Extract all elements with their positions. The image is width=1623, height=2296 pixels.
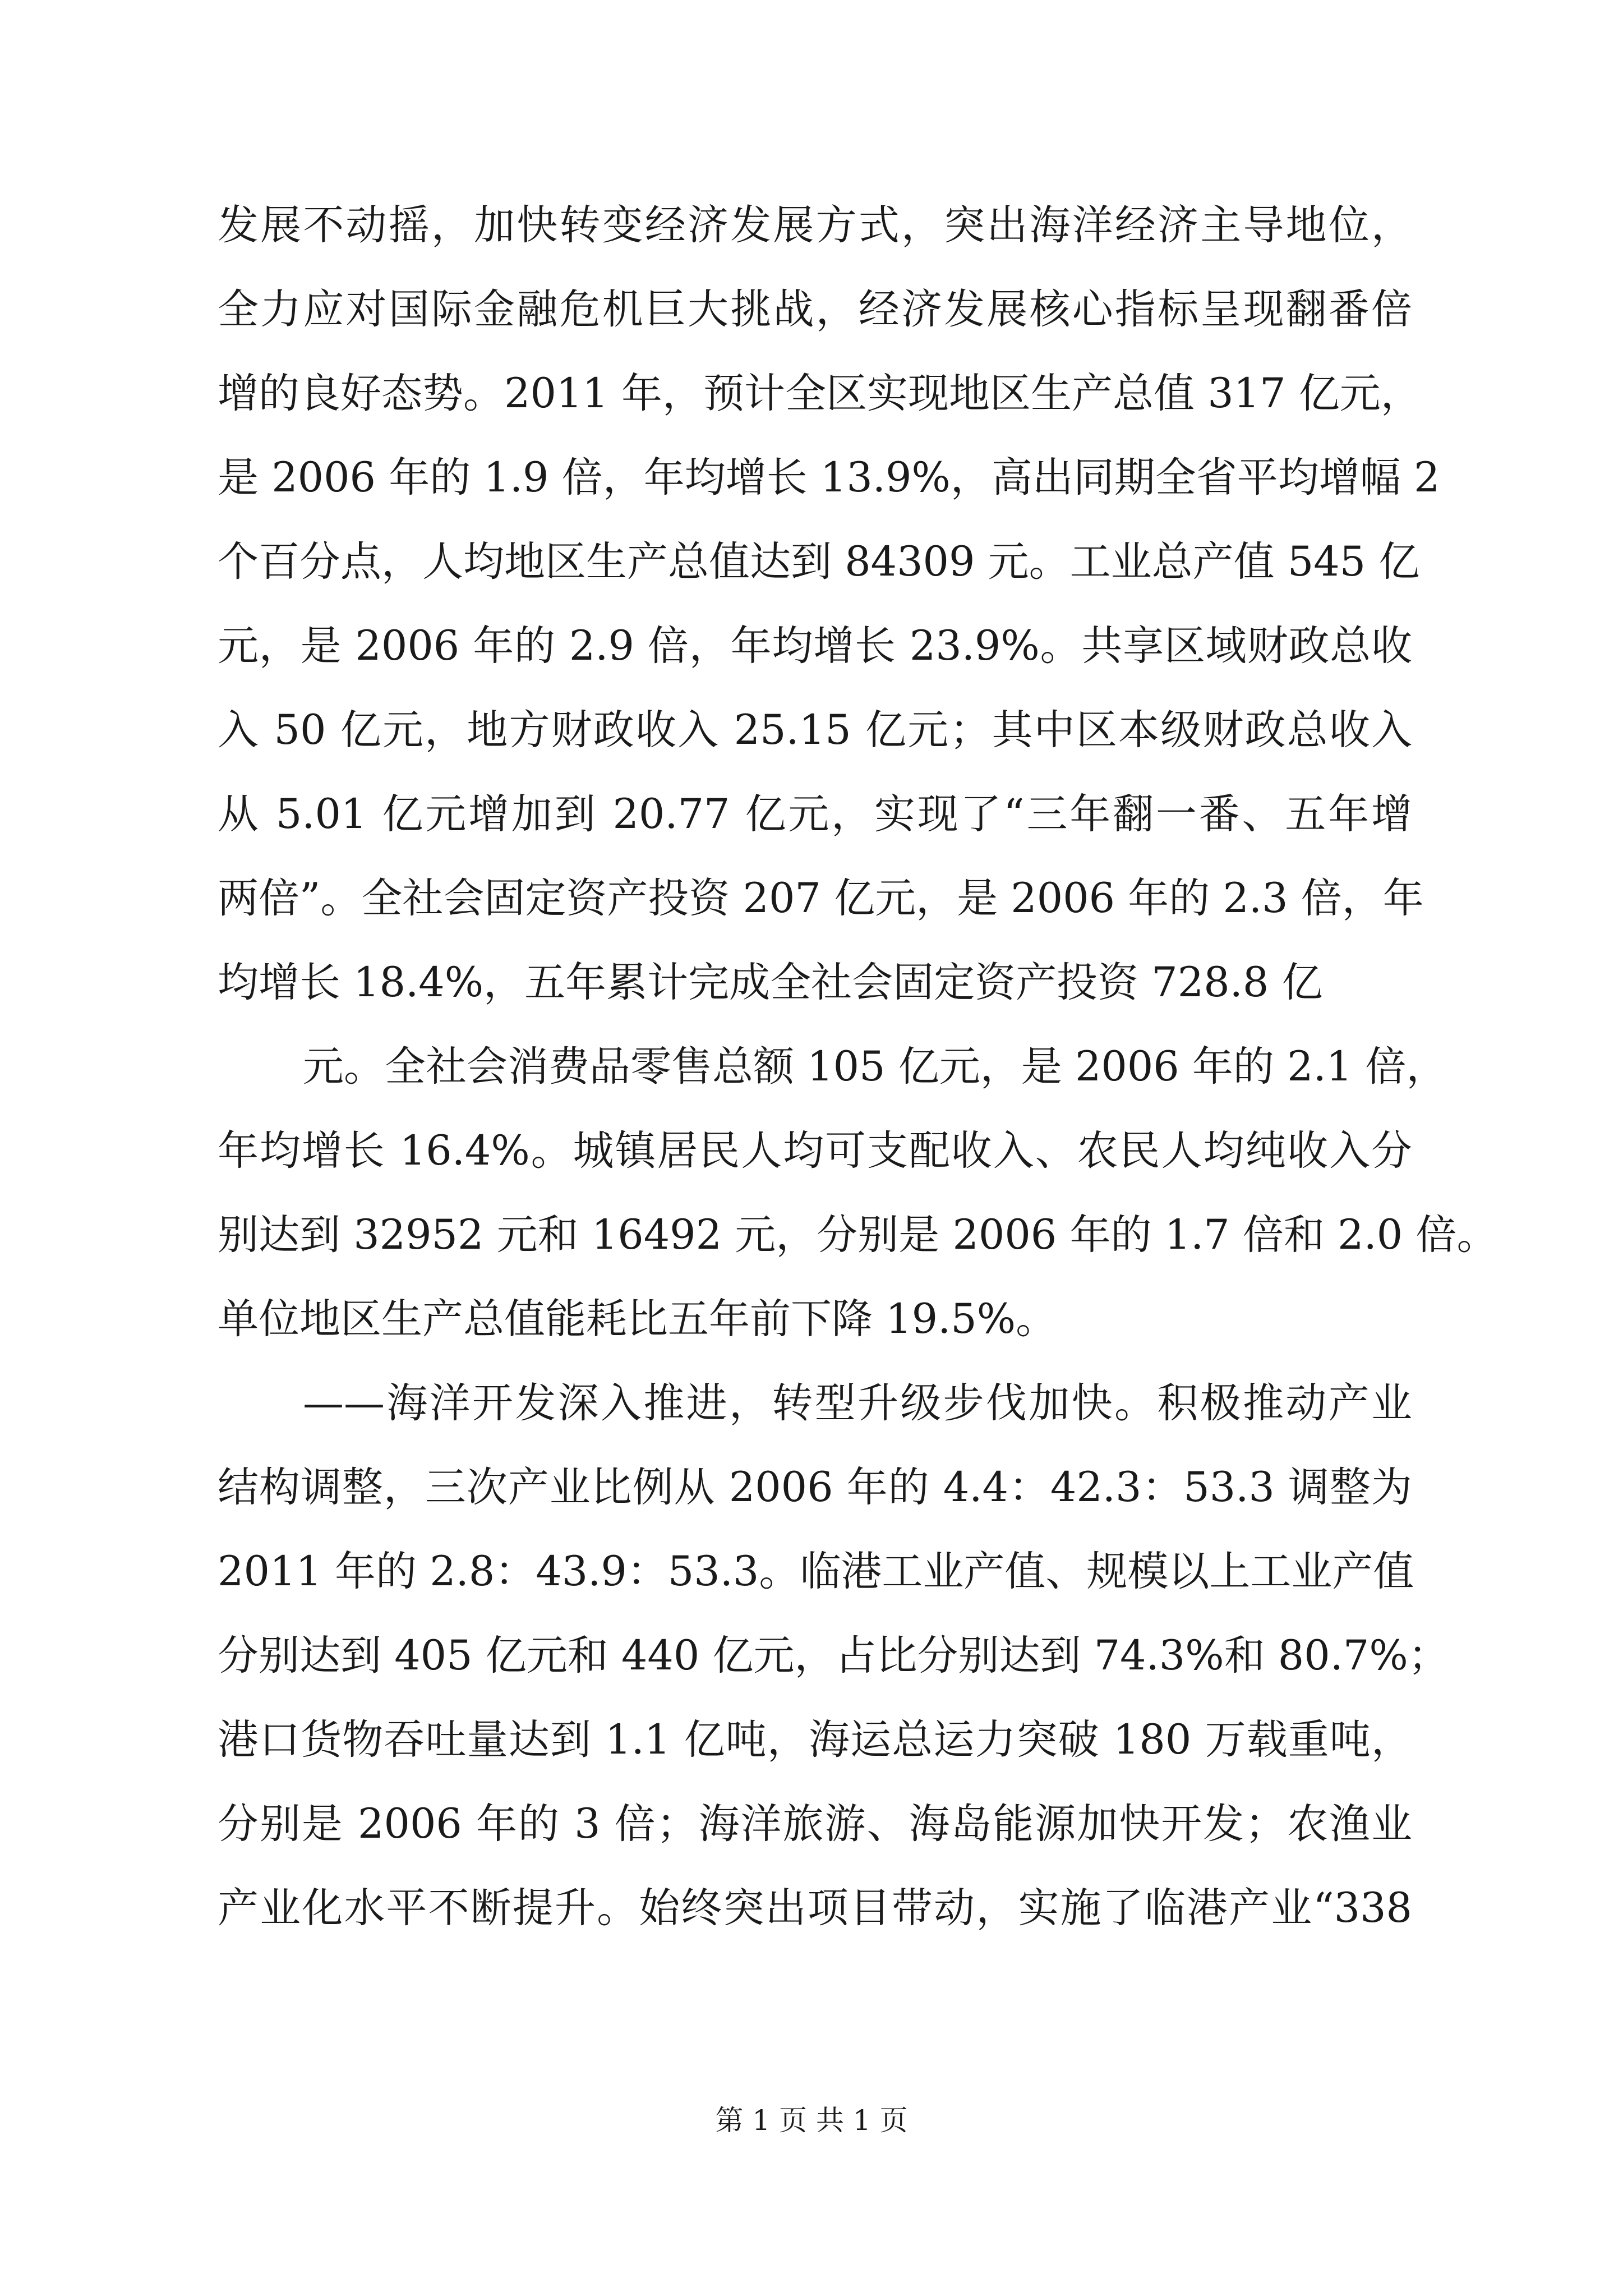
text-line: 发展不动摇，加快转变经济发展方式，突出海洋经济主导地位， (218, 201, 1412, 249)
text-line: 单位地区生产总值能耗比五年前下降 19.5%。 (218, 1295, 1057, 1343)
text-line: 2011 年的 2.8：43.9：53.3。临港工业产值、规模以上工业产值 (218, 1548, 1414, 1595)
text-line: ——海洋开发深入推进，转型升级步伐加快。积极推动产业 (303, 1379, 1412, 1427)
text-line: 入 50 亿元，地方财政收入 25.15 亿元；其中区本级财政总收入 (218, 706, 1412, 754)
text-line: 产业化水平不断提升。始终突出项目带动，实施了临港产业“338 (218, 1884, 1412, 1932)
text-line: 元。全社会消费品零售总额 105 亿元，是 2006 年的 2.1 倍， (303, 1043, 1447, 1091)
text-line: 分别是 2006 年的 3 倍；海洋旅游、海岛能源加快开发；农渔业 (218, 1800, 1412, 1848)
text-line: 年均增长 16.4%。城镇居民人均可支配收入、农民人均纯收入分 (218, 1127, 1412, 1175)
text-line: 全力应对国际金融危机巨大挑战，经济发展核心指标呈现翻番倍 (218, 286, 1412, 333)
text-line: 结构调整，三次产业比例从 2006 年的 4.4：42.3：53.3 调整为 (218, 1464, 1412, 1511)
text-line: 分别达到 405 亿元和 440 亿元，占比分别达到 74.3%和 80.7%； (218, 1632, 1449, 1680)
text-line: 港口货物吞吐量达到 1.1 亿吨，海运总运力突破 180 万载重吨， (218, 1716, 1412, 1764)
text-line: 两倍”。全社会固定资产投资 207 亿元，是 2006 年的 2.3 倍，年 (218, 875, 1424, 922)
text-line: 增的良好态势。2011 年，预计全区实现地区生产总值 317 亿元， (218, 370, 1422, 417)
text-line: 均增长 18.4%，五年累计完成全社会固定资产投资 728.8 亿 (218, 959, 1323, 1006)
text-line: 个百分点，人均地区生产总值达到 84309 元。工业总产值 545 亿 (218, 538, 1420, 586)
text-line: 是 2006 年的 1.9 倍，年均增长 13.9%，高出同期全省平均增幅 2 (218, 454, 1440, 501)
text-line: 元，是 2006 年的 2.9 倍，年均增长 23.9%。共享区域财政总收 (218, 622, 1412, 670)
text-line: 从 5.01 亿元增加到 20.77 亿元，实现了“三年翻一番、五年增 (218, 790, 1412, 838)
text-line: 别达到 32952 元和 16492 元，分别是 2006 年的 1.7 倍和 2.0 倍。 (218, 1211, 1498, 1259)
page-footer: 第 1 页 共 1 页 (715, 2104, 908, 2137)
